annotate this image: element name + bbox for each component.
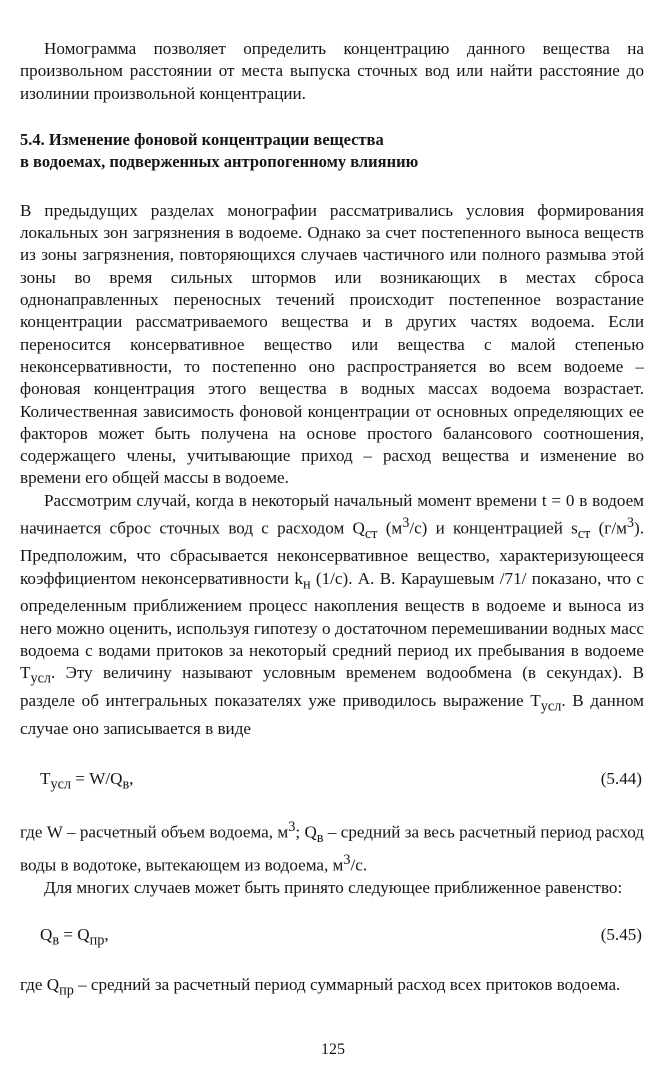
equation-5-44 xyxy=(20,768,644,796)
text-run: Рассмотрим случай, когда в некоторый начальный момент времени t = 0 в водоем начинается сброс сточных вод с расходом Q xyxy=(20,490,644,538)
equation-number: (5.44) xyxy=(600,769,642,789)
equation-body xyxy=(40,924,109,952)
subscript: в xyxy=(122,776,130,793)
equation-5-45 xyxy=(20,924,644,952)
subscript: н xyxy=(302,576,311,593)
text-run: – средний за расчетный период суммарный расход всех притоков водоема. xyxy=(73,975,621,995)
text-run: . В данном случае оно записывается в виде xyxy=(20,691,644,738)
equation-body xyxy=(40,768,133,796)
subscript: в xyxy=(316,829,324,846)
subscript: ст xyxy=(577,526,591,543)
superscript: 3 xyxy=(343,852,351,869)
text-run: ). Предположим, что сбрасывается неконсервативное вещество, характеризующееся коэффициентом неконсервативности k xyxy=(20,518,644,588)
subscript: усл xyxy=(30,670,52,687)
superscript: 3 xyxy=(402,515,410,532)
subscript: усл xyxy=(540,698,562,715)
subscript: ст xyxy=(364,526,378,543)
text-run: /с. xyxy=(350,855,368,875)
text-run: (1/с). А. В. Караушевым /71/ показано, что с определенным приближением процесс накопления веществ в водоеме и выноса из него можно оценить, используя гипотезу о достаточном перемешивании водных масс водоема с водами притоков за некоторый средний период их пребывания в водоеме T xyxy=(20,568,644,683)
subscript: пр xyxy=(59,982,74,999)
superscript: 3 xyxy=(288,818,296,835)
equation-text: = Q xyxy=(59,925,90,945)
subscript: в xyxy=(52,932,60,949)
text-run: . Эту величину называют условным временем водообмена (в секундах). В разделе об интегральных показателях уже приводилось выражение T xyxy=(20,663,644,711)
page-number: 125 xyxy=(321,1041,345,1058)
paragraph-4: Для многих случаев может быть принято следующее приближенное равенство: xyxy=(44,878,623,898)
equation-number: (5.45) xyxy=(600,925,642,945)
superscript: 3 xyxy=(626,515,635,532)
equation-symbol: T xyxy=(40,769,51,789)
section-heading-line-1: 5.4. Изменение фоновой концентрации вещества xyxy=(20,129,384,149)
paragraph-3 xyxy=(20,816,644,877)
subscript: пр xyxy=(89,932,105,949)
equation-text: , xyxy=(104,925,109,945)
text-run: где W – расчетный объем водоема, м xyxy=(20,822,289,842)
equation-text: = W/Q xyxy=(71,769,123,789)
text-run: (г/м xyxy=(590,518,627,538)
subscript: усл xyxy=(50,776,72,793)
equation-symbol: Q xyxy=(40,925,53,945)
paragraph-2 xyxy=(20,490,644,740)
text-run: ; Q xyxy=(295,822,317,842)
text-run: (м xyxy=(377,518,403,538)
text-run: /с) и концентрацией s xyxy=(409,518,578,538)
section-heading-line-2: в водоемах, подверженных антропогенному влиянию xyxy=(20,151,419,171)
text-run: – средний за весь расчетный период расход воды в водотоке, вытекающем из водоема, м xyxy=(20,822,644,875)
page-body xyxy=(20,38,644,1002)
paragraph-1: В предыдущих разделах монографии рассматривались условия формирования локальных зон загрязнения в водоеме. Однако за счет постепенного выноса веществ из зоны загрязнения, повторяющихся случаев частичного или полного размыва этой зоны во время сильных штормов или возникающих в местах сброса однонаправленных переносных течений происходит постепенное возрастание концентрации рассматриваемого вещества и в других частях водоема. Если переносится консервативное вещество или вещества с малой степенью неконсервативности, то постепенно оно распространяется во всем водоеме – фоновая концентрация этого вещества в водных массах водоема возрастает. Количественная зависимость фоновой концентрации от основных определяющих ее факторов может быть получена на основе простого балансового соотношения, содержащего члены, учитывающие приход – расход вещества и изменение во времени его общей массы в водоеме. xyxy=(20,200,644,488)
paragraph-5 xyxy=(20,974,644,1002)
section-heading xyxy=(20,129,644,173)
text-run: где Q xyxy=(20,975,60,995)
intro-paragraph: Номограмма позволяет определить концентрацию данного вещества на произвольном расстоянии от места выпуска сточных вод или найти расстояние до изолинии произвольной концентрации. xyxy=(20,39,644,103)
equation-text: , xyxy=(129,769,134,789)
